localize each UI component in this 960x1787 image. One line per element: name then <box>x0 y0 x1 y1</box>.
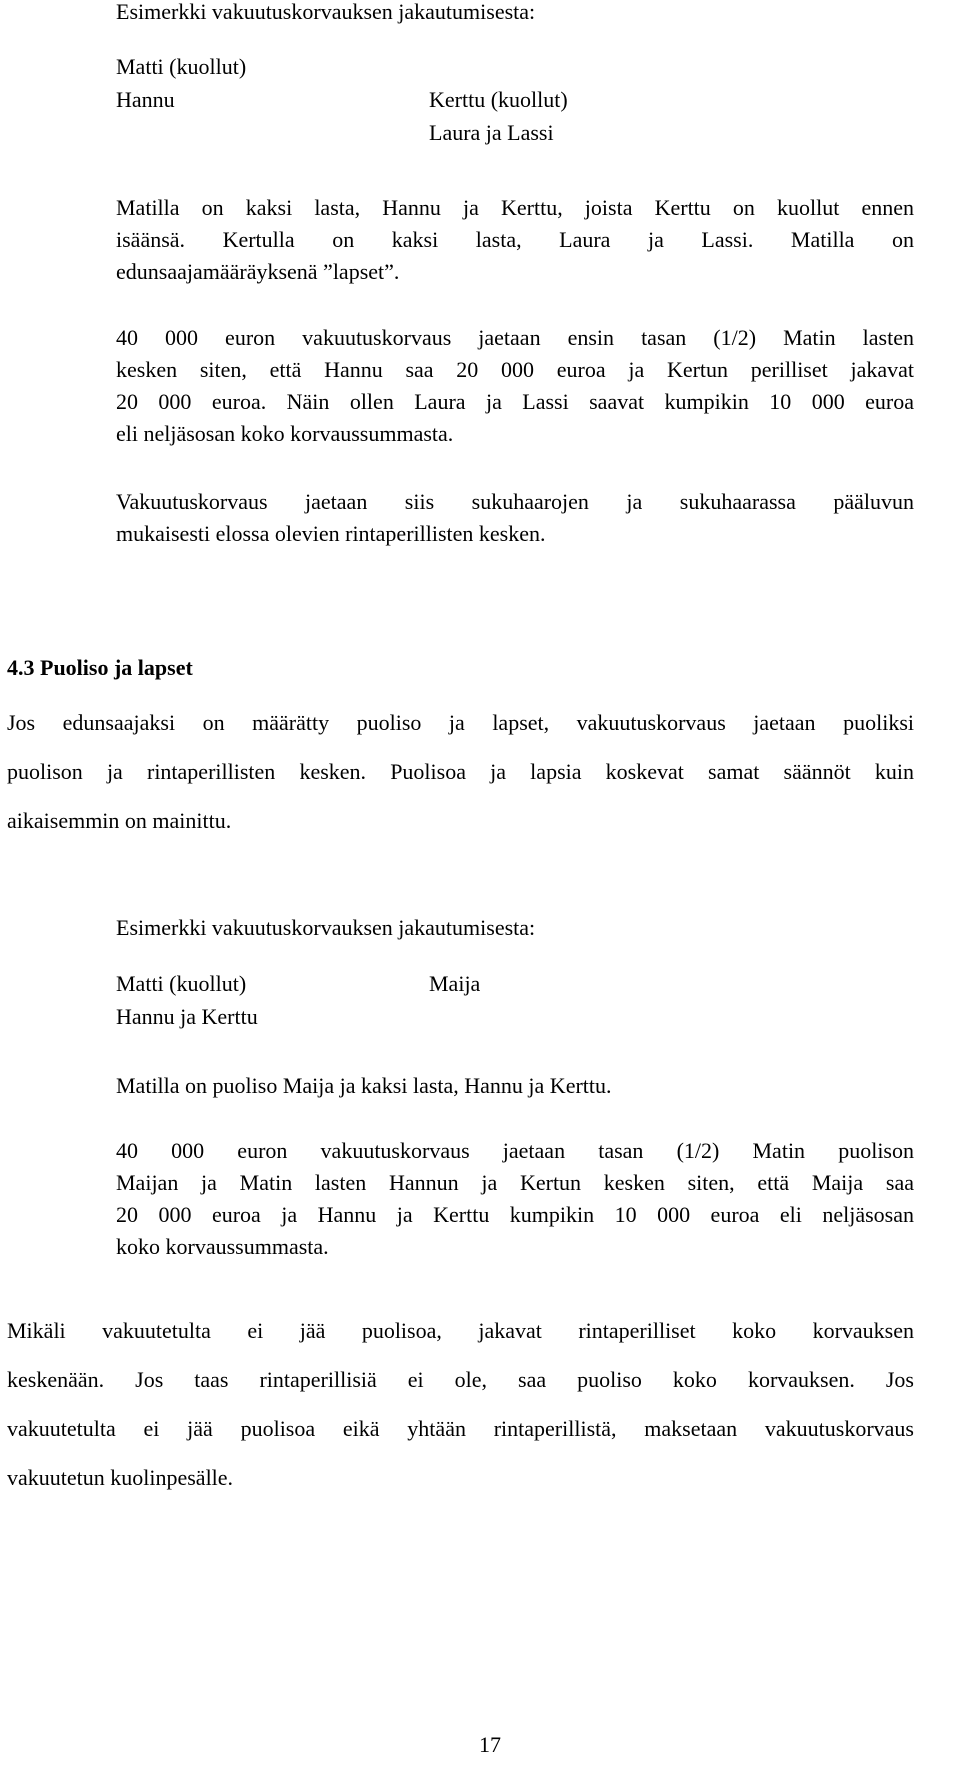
text-line: eli neljäsosan koko korvaussummasta. <box>116 421 454 446</box>
tree-node-deceased-father: Matti (kuollut) <box>116 54 247 79</box>
example-1-paragraph-1 <box>116 192 914 288</box>
page-number: 17 <box>479 1732 501 1757</box>
text-line: 20 000 euroa ja Hannu ja Kerttu kumpikin 10 000 euroa eli neljäsosan <box>116 1202 914 1227</box>
tree-node-spouse: Maija <box>429 971 481 996</box>
example-1 <box>116 0 914 28</box>
tree-row <box>116 54 914 87</box>
text-line: Vakuutuskorvaus jaetaan siis sukuhaarojen ja sukuhaarassa pääluvun <box>116 489 914 514</box>
example-title: Esimerkki vakuutuskorvauksen jakautumisesta: <box>116 0 536 24</box>
text-line: 40 000 euron vakuutuskorvaus jaetaan tasan (1/2) Matin puolison <box>116 1138 914 1163</box>
tree-row <box>116 120 914 153</box>
text-line: koko korvaussummasta. <box>116 1234 329 1259</box>
example-2 <box>116 912 914 944</box>
section-paragraph <box>7 698 914 845</box>
tree-node-child: Hannu <box>116 87 175 112</box>
section-heading: 4.3 Puoliso ja lapset <box>7 655 193 680</box>
text-line: vakuutetulta ei jää puolisoa eikä yhtään rintaperillistä, maksetaan vakuutuskorvaus <box>7 1416 914 1441</box>
closing-paragraph <box>7 1306 914 1502</box>
example-title: Esimerkki vakuutuskorvauksen jakautumisesta: <box>116 915 536 940</box>
section-4-3 <box>7 652 914 684</box>
tree-node-deceased-child: Kerttu (kuollut) <box>429 87 568 112</box>
text-line: kesken siten, että Hannu saa 20 000 euroa ja Kertun perilliset jakavat <box>116 357 914 382</box>
family-tree-1 <box>116 54 914 153</box>
example-2-paragraph-1 <box>116 1070 914 1102</box>
text-line: 20 000 euroa. Näin ollen Laura ja Lassi saavat kumpikin 10 000 euroa <box>116 389 914 414</box>
tree-node-grandchildren: Laura ja Lassi <box>429 120 554 145</box>
text-line: mukaisesti elossa olevien rintaperillisten kesken. <box>116 521 546 546</box>
text-line: Mikäli vakuutetulta ei jää puolisoa, jakavat rintaperilliset koko korvauksen <box>7 1318 914 1343</box>
example-1-paragraph-3 <box>116 486 914 550</box>
family-tree-2 <box>116 971 914 1037</box>
text-line: keskenään. Jos taas rintaperillisiä ei ole, saa puoliso koko korvauksen. Jos <box>7 1367 914 1392</box>
text-line: Jos edunsaajaksi on määrätty puoliso ja lapset, vakuutuskorvaus jaetaan puoliksi <box>7 710 914 735</box>
tree-row <box>116 87 914 120</box>
text-line: isäänsä. Kertulla on kaksi lasta, Laura ja Lassi. Matilla on <box>116 227 914 252</box>
tree-row <box>116 971 914 1004</box>
text-line: aikaisemmin on mainittu. <box>7 808 232 833</box>
text-line: vakuutetun kuolinpesälle. <box>7 1465 234 1490</box>
text-line: Maijan ja Matin lasten Hannun ja Kertun kesken siten, että Maija saa <box>116 1170 914 1195</box>
text-line: puolison ja rintaperillisten kesken. Puolisoa ja lapsia koskevat samat säännöt kuin <box>7 759 914 784</box>
text-line: edunsaajamääräyksenä ”lapset”. <box>116 259 400 284</box>
text-line: 40 000 euron vakuutuskorvaus jaetaan ensin tasan (1/2) Matin lasten <box>116 325 914 350</box>
example-1-paragraph-2 <box>116 322 914 450</box>
tree-node-deceased-father: Matti (kuollut) <box>116 971 247 996</box>
text-line: Matilla on kaksi lasta, Hannu ja Kerttu, joista Kerttu on kuollut ennen <box>116 195 914 220</box>
tree-row <box>116 1004 914 1037</box>
example-2-paragraph-2 <box>116 1135 914 1263</box>
text-line: Matilla on puoliso Maija ja kaksi lasta, Hannu ja Kerttu. <box>116 1073 612 1098</box>
tree-node-children: Hannu ja Kerttu <box>116 1004 258 1029</box>
